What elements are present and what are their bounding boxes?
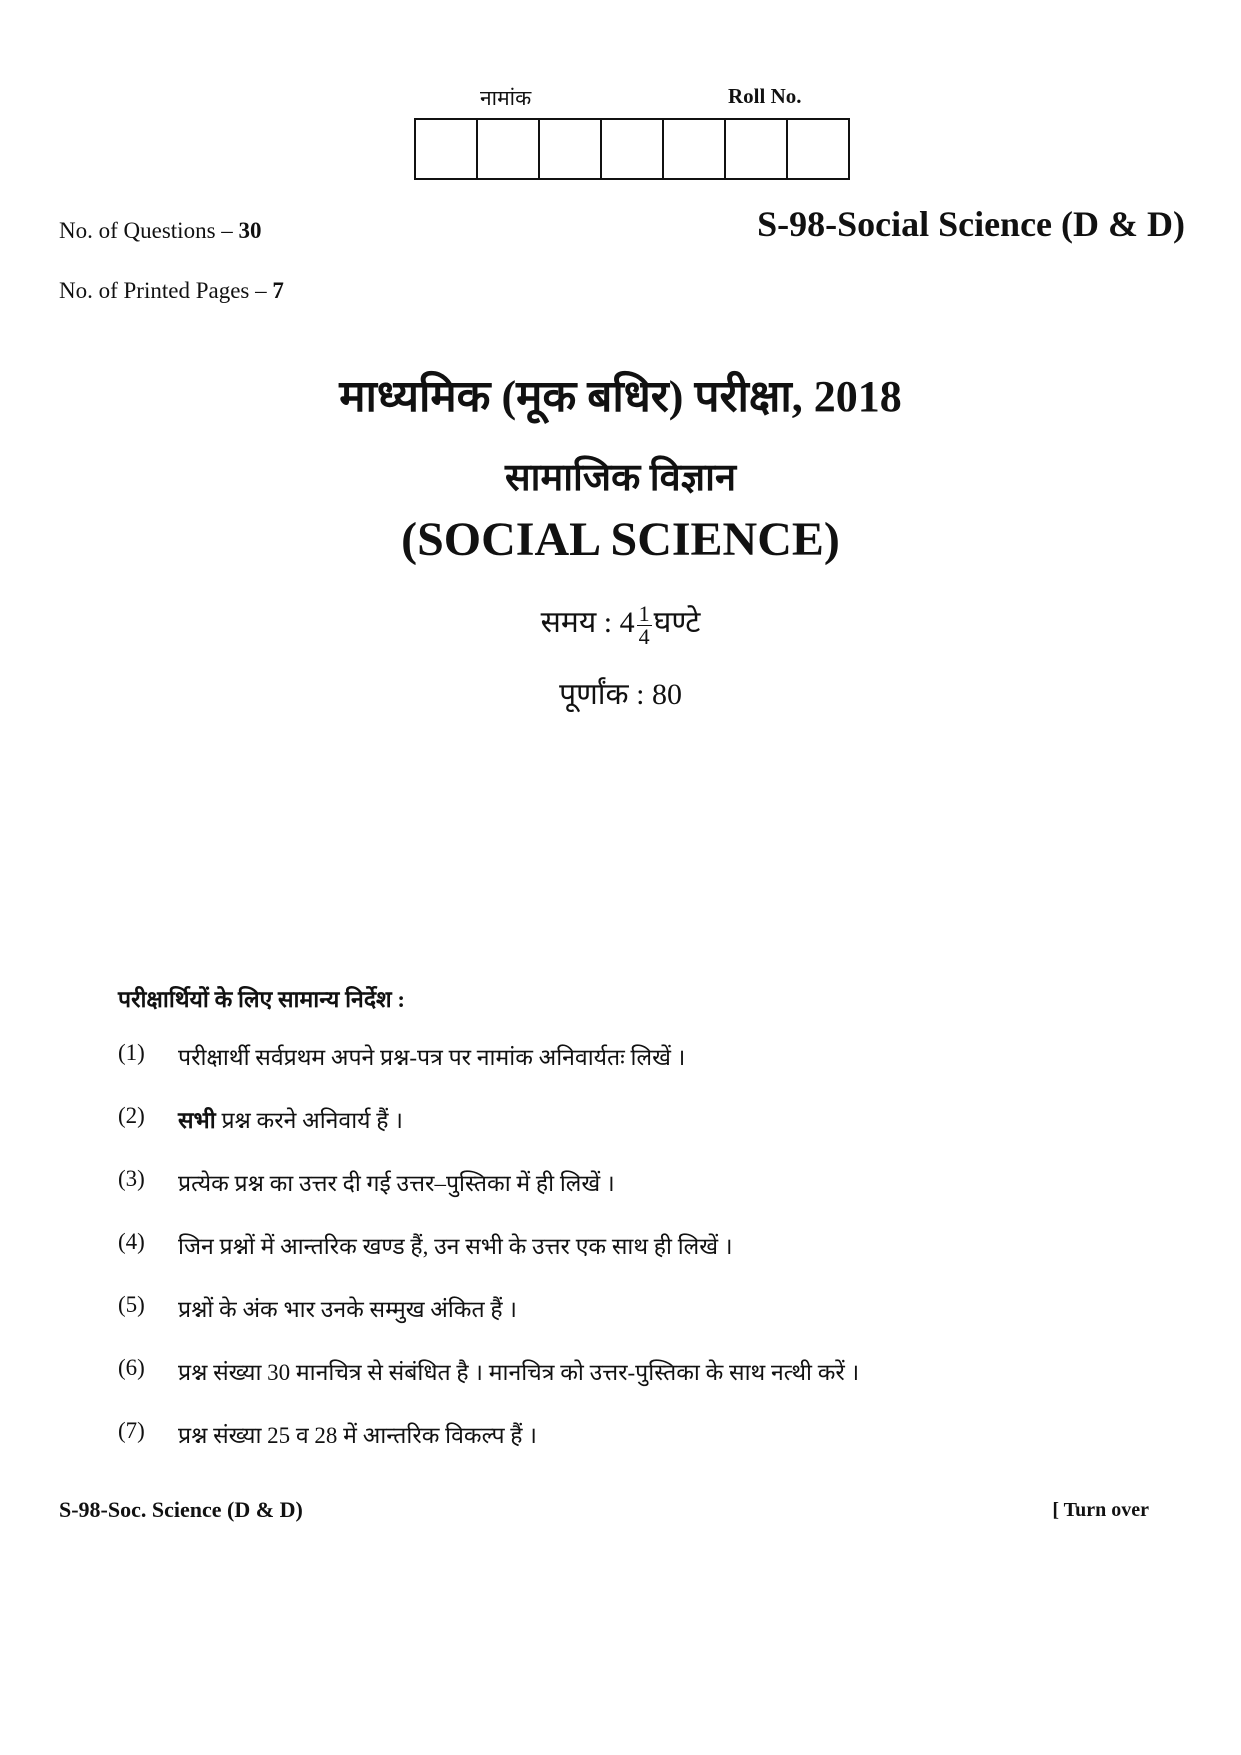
instruction-text: [178, 1103, 403, 1166]
footer-paper-code: S-98-Soc. Science (D & D): [59, 1497, 303, 1522]
roll-number-box[interactable]: [662, 118, 726, 180]
instruction-text: प्रश्नों के अंक भार उनके सम्मुख अंकित हैं ।: [178, 1297, 517, 1322]
time-label: समय :: [540, 606, 613, 639]
instruction-item: [118, 1166, 1178, 1229]
roll-number-box[interactable]: [476, 118, 540, 180]
time-unit: घण्टे: [653, 606, 701, 639]
questions-label: No. of Questions –: [59, 218, 233, 243]
instruction-text: प्रश्न संख्या 25 व 28 में आन्तरिक विकल्प हैं ।: [178, 1423, 537, 1448]
time-allowed: [0, 600, 1241, 648]
instruction-item: [118, 1418, 1178, 1481]
instructions-heading: परीक्षार्थियों के लिए सामान्य निर्देश :: [118, 987, 406, 1012]
instruction-text: जिन प्रश्नों में आन्तरिक खण्ड हैं, उन सभी के उत्तर एक साथ ही लिखें ।: [178, 1234, 733, 1259]
number-of-questions: [59, 218, 262, 244]
instruction-number: (5): [118, 1292, 145, 1317]
instruction-item: [118, 1103, 1178, 1166]
time-fraction: [637, 600, 652, 649]
roll-number-box[interactable]: [600, 118, 664, 180]
instruction-text: परीक्षार्थी सर्वप्रथम अपने प्रश्न-पत्र पर नामांक अनिवार्यतः लिखें ।: [178, 1045, 686, 1070]
roll-number-box[interactable]: [538, 118, 602, 180]
marks-label: पूर्णांक :: [559, 678, 645, 711]
instruction-item: [118, 1229, 1178, 1292]
pages-value: 7: [272, 278, 284, 303]
instruction-item: [118, 1292, 1178, 1355]
instructions-list: [118, 1040, 1178, 1481]
pages-label: No. of Printed Pages –: [59, 278, 267, 303]
instruction-text: प्रश्न संख्या 30 मानचित्र से संबंधित है । मानचित्र को उत्तर-पुस्तिका के साथ नत्थी करें ।: [178, 1360, 860, 1385]
roll-number-boxes: [414, 118, 850, 180]
subject-title-hindi: सामाजिक विज्ञान: [504, 457, 737, 499]
turn-over-note: [ Turn over: [1052, 1499, 1149, 1521]
roll-number-box[interactable]: [414, 118, 478, 180]
roll-number-labels: [0, 84, 1241, 114]
exam-title: माध्यमिक (मूक बधिर) परीक्षा, 2018: [339, 372, 902, 421]
fraction-denominator: 4: [638, 623, 650, 649]
namank-label: नामांक: [480, 86, 532, 110]
instruction-number: (6): [118, 1355, 145, 1380]
fraction-numerator: 1: [638, 600, 650, 626]
marks-value: 80: [651, 678, 682, 711]
time-whole: 4: [619, 606, 635, 639]
instruction-number: (1): [118, 1040, 145, 1065]
instruction-number: (2): [118, 1103, 145, 1128]
subject-title-english: (SOCIAL SCIENCE): [401, 513, 840, 566]
roll-number-box[interactable]: [724, 118, 788, 180]
roll-number-box[interactable]: [786, 118, 850, 180]
roll-no-label: Roll No.: [728, 84, 802, 108]
instruction-number: (3): [118, 1166, 145, 1191]
instruction-text-rest: प्रश्न करने अनिवार्य हैं ।: [215, 1108, 403, 1133]
questions-value: 30: [238, 218, 262, 243]
instruction-item: [118, 1355, 1178, 1418]
instruction-number: (7): [118, 1418, 145, 1443]
instruction-text: प्रत्येक प्रश्न का उत्तर दी गई उत्तर–पुस्तिका में ही लिखें ।: [178, 1171, 615, 1196]
instruction-number: (4): [118, 1229, 145, 1254]
instruction-emphasis: सभी: [178, 1108, 216, 1133]
number-of-printed-pages: [59, 278, 284, 304]
instruction-item: [118, 1040, 1178, 1103]
paper-code: S-98-Social Science (D & D): [757, 204, 1185, 244]
maximum-marks: [0, 672, 1241, 713]
